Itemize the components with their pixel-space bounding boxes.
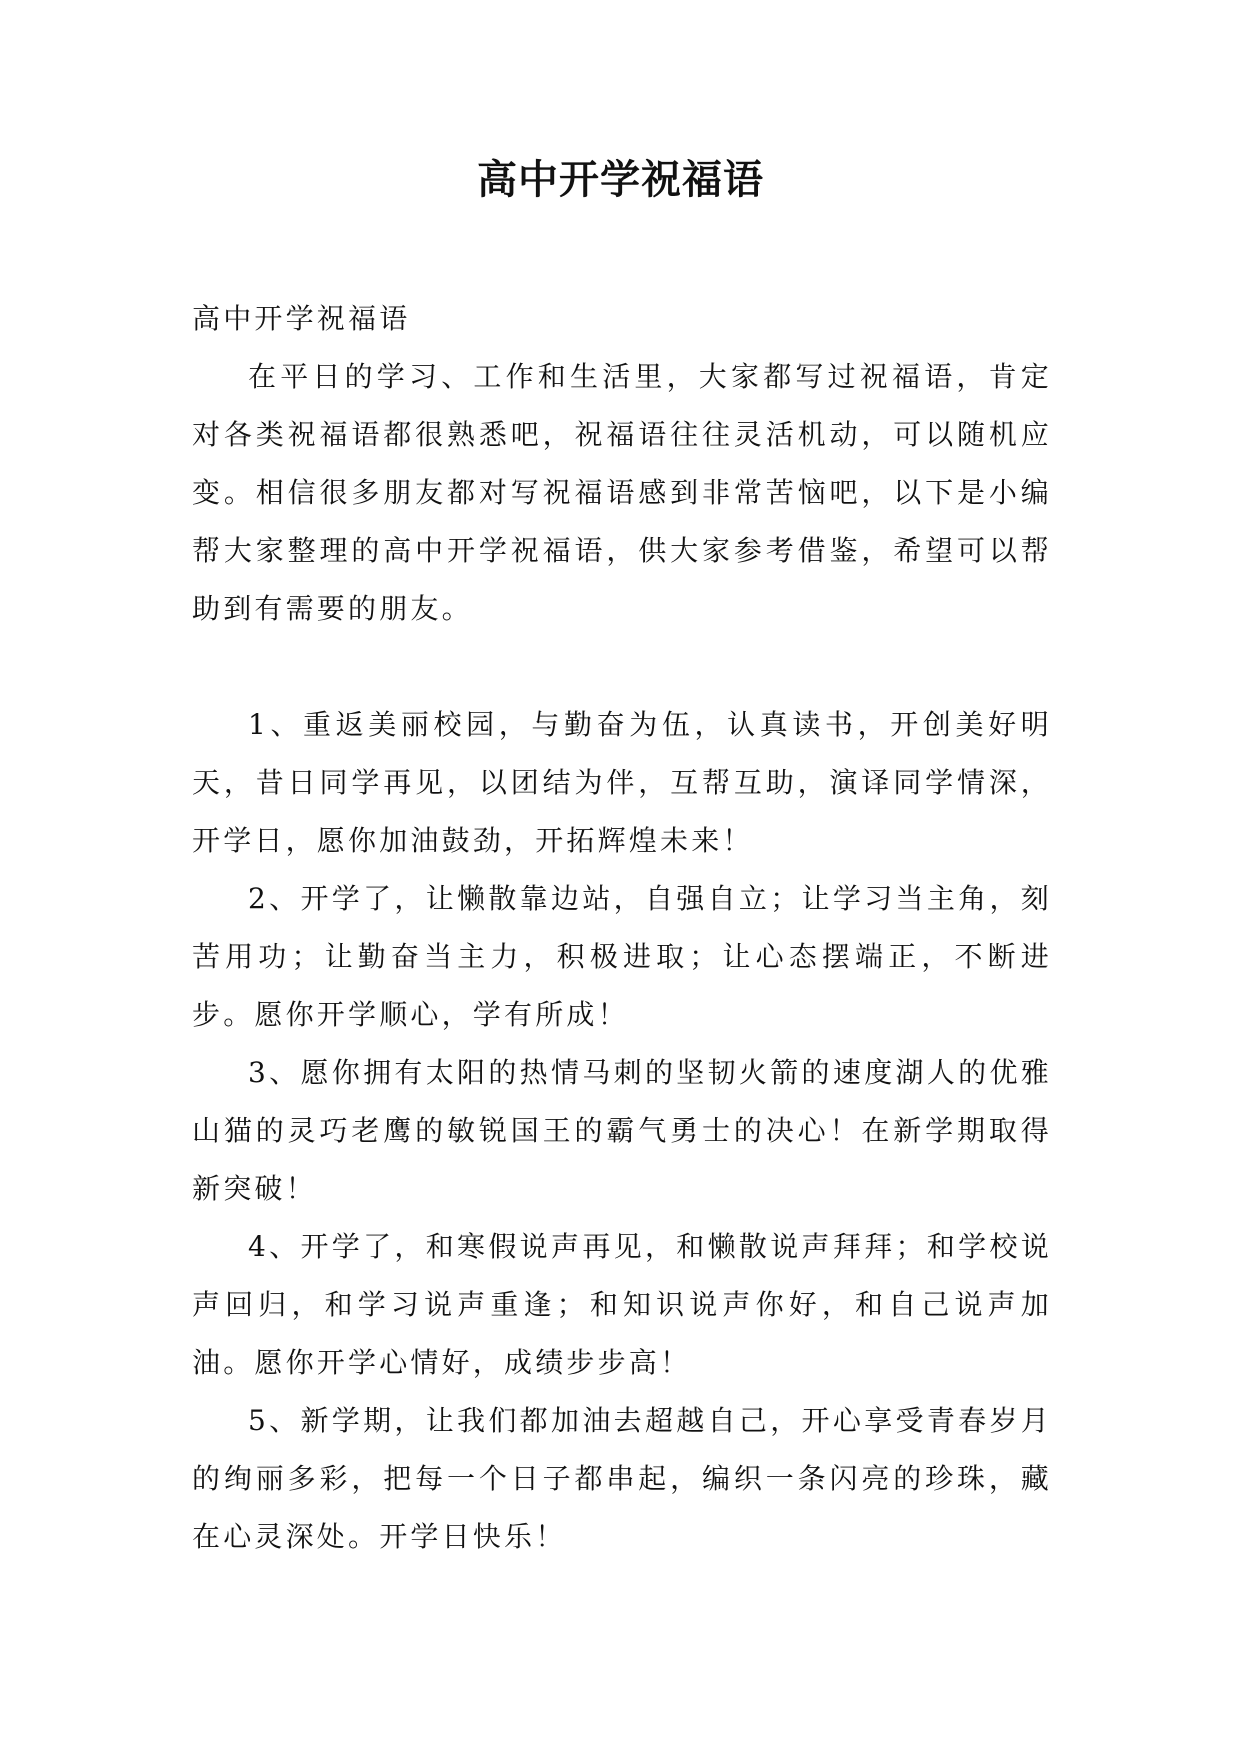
wish-item-2: 2、开学了，让懒散靠边站，自强自立；让学习当主角，刻苦用功；让勤奋当主力，积极进取；让心态摆端正，不断进步。愿你开学顺心，学有所成！ (192, 882, 1052, 1031)
paragraph-spacer (192, 638, 1052, 696)
wish-item-1: 1、重返美丽校园，与勤奋为伍，认真读书，开创美好明天，昔日同学再见，以团结为伴，互帮互助，演译同学情深，开学日，愿你加油鼓劲，开拓辉煌未来！ (192, 708, 1052, 857)
intro-paragraph: 在平日的学习、工作和生活里，大家都写过祝福语，肯定对各类祝福语都很熟悉吧，祝福语往往灵活机动，可以随机应变。相信很多朋友都对写祝福语感到非常苦恼吧，以下是小编帮大家整理的高中开学祝福语，供大家参考借鉴，希望可以帮助到有需要的朋友。 (192, 360, 1052, 625)
wish-item-4: 4、开学了，和寒假说声再见，和懒散说声拜拜；和学校说声回归，和学习说声重逢；和知识说声你好，和自己说声加油。愿你开学心情好，成绩步步高！ (192, 1230, 1052, 1379)
wish-item-3: 3、愿你拥有太阳的热情马刺的坚韧火箭的速度湖人的优雅山猫的灵巧老鹰的敏锐国王的霸气勇士的决心！在新学期取得新突破！ (192, 1056, 1052, 1205)
document-title: 高中开学祝福语 (477, 156, 764, 203)
document-body (192, 290, 1052, 1566)
wish-item-5: 5、新学期，让我们都加油去超越自己，开心享受青春岁月的绚丽多彩，把每一个日子都串起，编织一条闪亮的珍珠，藏在心灵深处。开学日快乐！ (192, 1404, 1052, 1553)
document-subtitle: 高中开学祝福语 (192, 302, 411, 335)
